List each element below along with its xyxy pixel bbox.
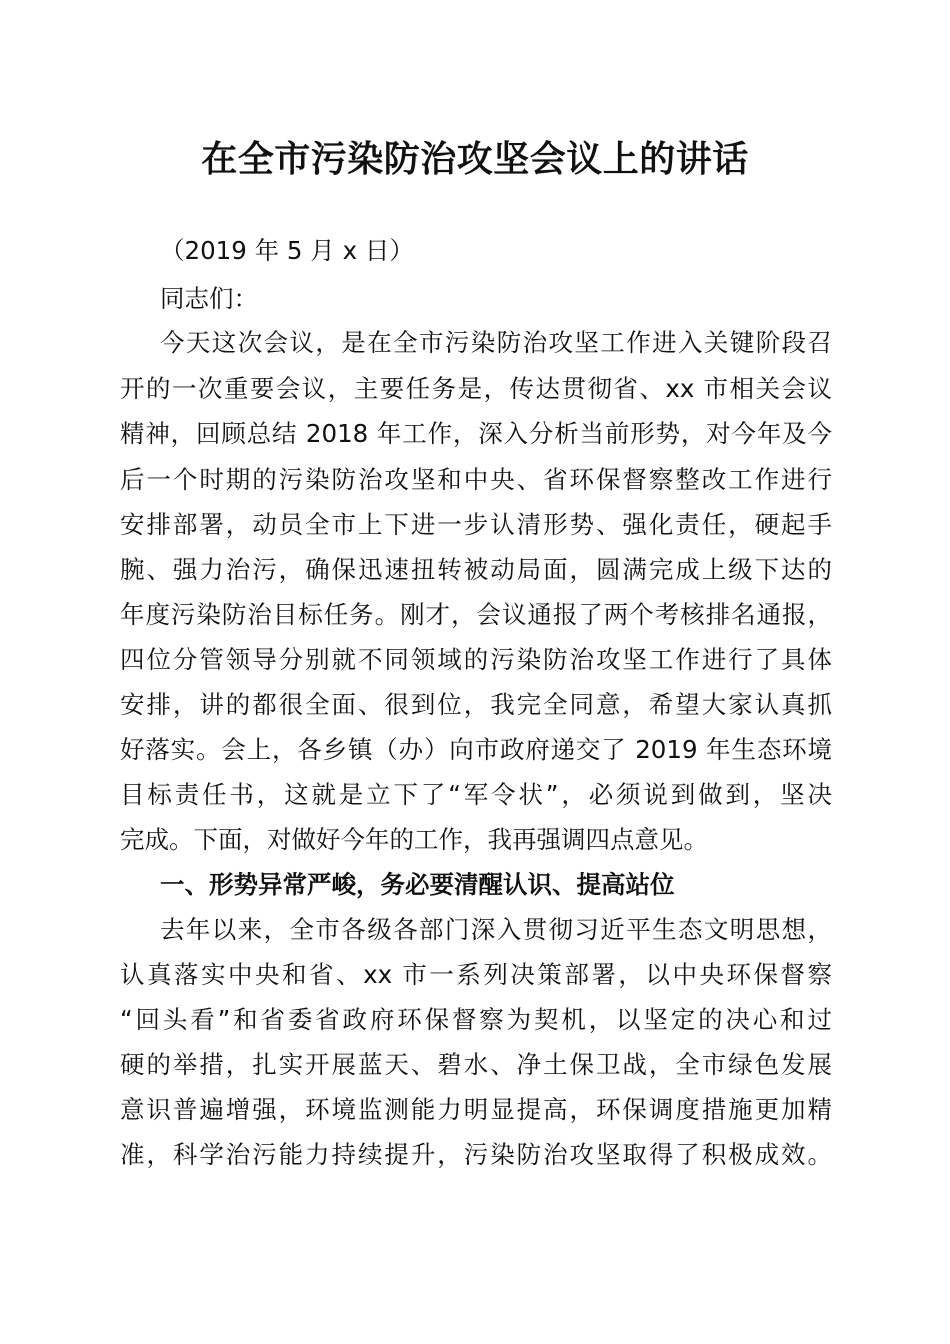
paragraph2-line: 认真落实中央和省、xx 市一系列决策部署，以中央环保督察 xyxy=(120,960,832,989)
paragraph1-line: 腕、强力治污，确保迅速扭转被动局面，圆满完成上级下达的 xyxy=(120,555,832,584)
paragraph2-line: “回头看”和省委省政府环保督察为契机，以坚定的决心和过 xyxy=(120,1005,832,1034)
paragraph1-line: 开的一次重要会议，主要任务是，传达贯彻省、xx 市相关会议 xyxy=(120,374,832,403)
paragraph1-line: 安排部署，动员全市上下进一步认清形势、强化责任，硬起手 xyxy=(120,510,832,539)
section-heading: 一、形势异常严峻，务必要清醒认识、提高站位 xyxy=(160,870,675,899)
paragraph2-line: 准，科学治污能力持续提升，污染防治攻坚取得了积极成效。 xyxy=(120,1140,832,1169)
document-title: 在全市污染防治攻坚会议上的讲话 xyxy=(201,138,749,180)
paragraph1-line: 年度污染防治目标任务。刚才，会议通报了两个考核排名通报， xyxy=(120,600,832,629)
paragraph2-line: 去年以来，全市各级各部门深入贯彻习近平生态文明思想， xyxy=(160,915,832,944)
paragraph1-line: 今天这次会议，是在全市污染防治攻坚工作进入关键阶段召 xyxy=(160,328,832,357)
paragraph2-line: 意识普遍增强，环境监测能力明显提高，环保调度措施更加精 xyxy=(120,1095,832,1124)
paragraph1-line: 四位分管领导分别就不同领域的污染防治攻坚工作进行了具体 xyxy=(120,645,832,674)
salutation: 同志们： xyxy=(160,284,258,313)
paragraph1-line: 完成。下面，对做好今年的工作，我再强调四点意见。 xyxy=(120,825,708,854)
paragraph1-line: 目标责任书，这就是立下了“军令状”，必须说到做到，坚决 xyxy=(120,780,832,809)
date-line: （2019 年 5 月 x 日） xyxy=(160,236,414,265)
paragraph1-line: 安排，讲的都很全面、很到位，我完全同意，希望大家认真抓 xyxy=(120,690,832,719)
paragraph2-line: 硬的举措，扎实开展蓝天、碧水、净土保卫战，全市绿色发展 xyxy=(120,1050,832,1079)
paragraph1-line: 好落实。会上，各乡镇（办）向市政府递交了 2019 年生态环境 xyxy=(120,735,832,764)
paragraph1-line: 后一个时期的污染防治攻坚和中央、省环保督察整改工作进行 xyxy=(120,465,832,494)
paragraph1-line: 精神，回顾总结 2018 年工作，深入分析当前形势，对今年及今 xyxy=(120,419,832,448)
